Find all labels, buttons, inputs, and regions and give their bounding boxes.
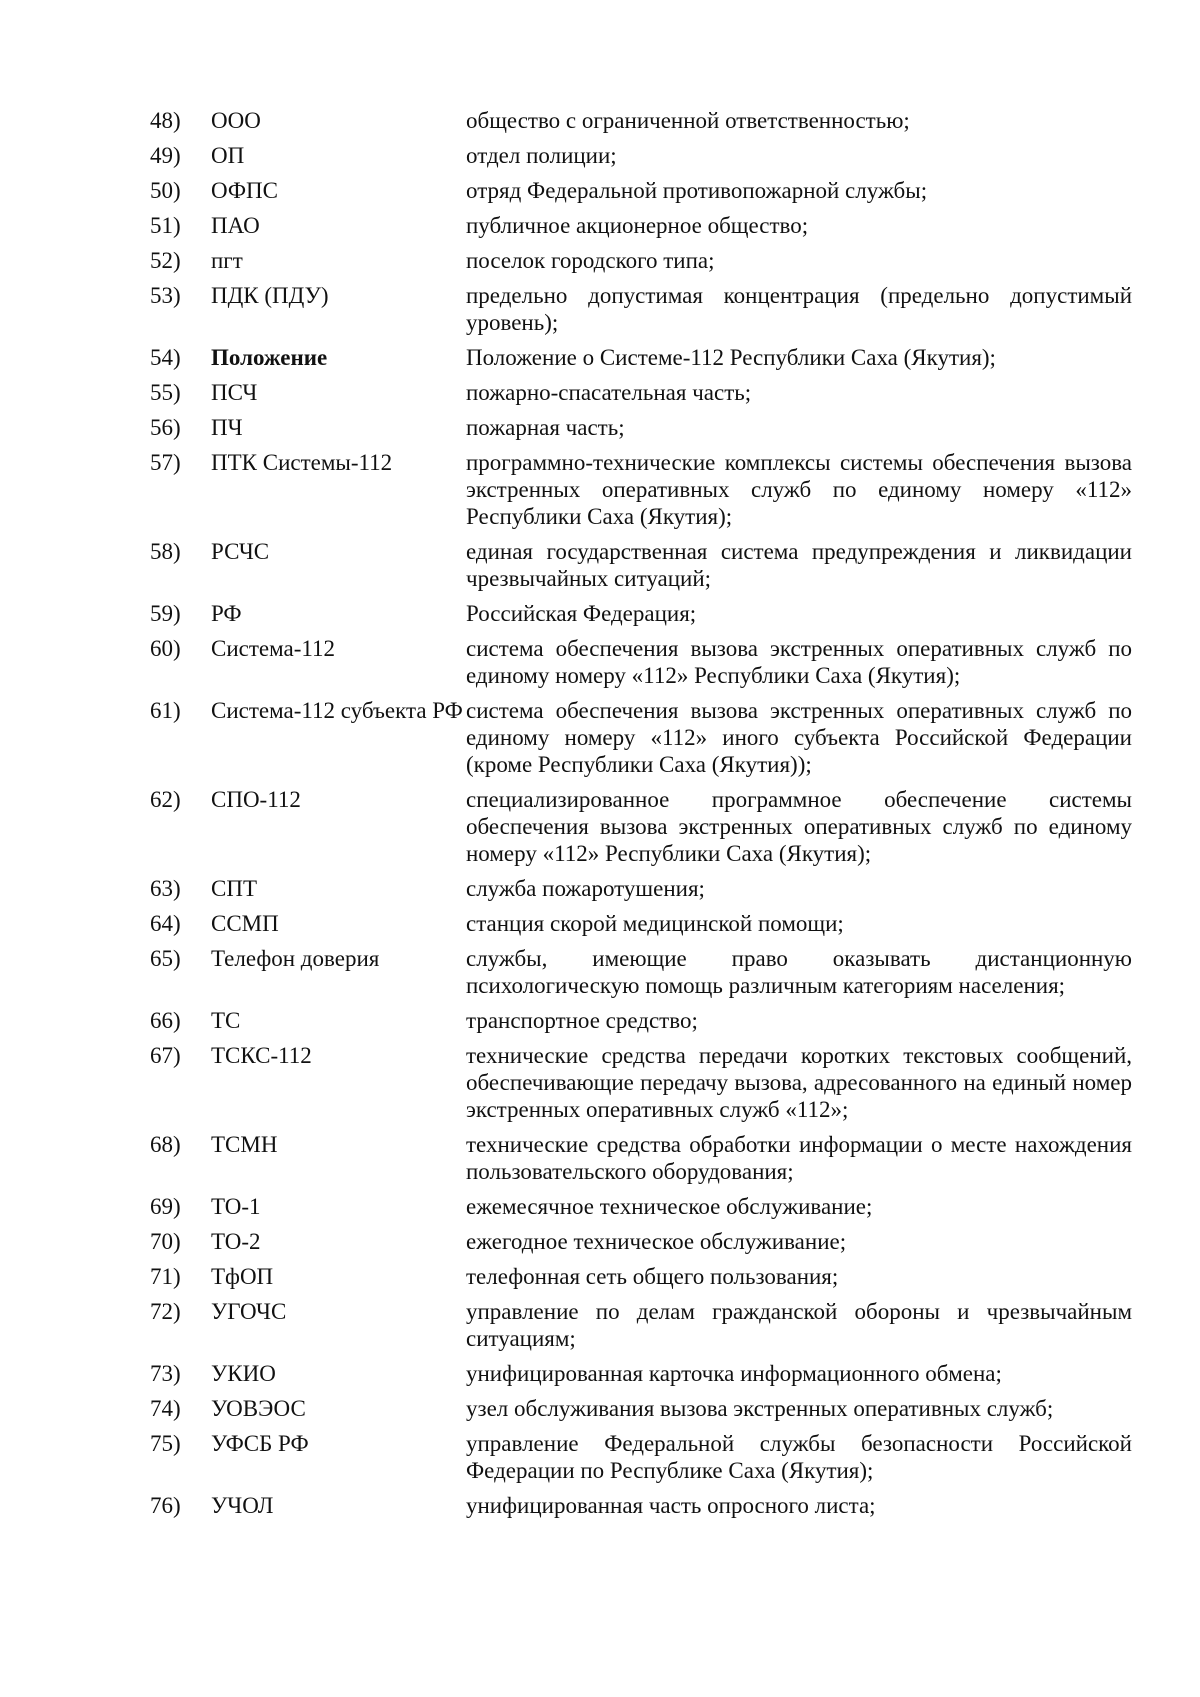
abbreviation-row — [150, 786, 1140, 867]
abbreviation-row — [150, 875, 1140, 902]
abbreviation-row — [150, 282, 1140, 336]
abbreviation-term: ОФПС — [211, 178, 279, 203]
abbreviation-definition: ежемесячное техническое обслуживание; — [466, 1194, 873, 1219]
abbreviation-definition: станция скорой медицинской помощи; — [466, 911, 844, 936]
abbreviation-definition: технические средства обработки информации о месте нахождения пользовательского оборудования; — [466, 1132, 1132, 1184]
abbreviation-row — [150, 414, 1140, 441]
abbreviation-row — [150, 1492, 1140, 1519]
entry-number: 48) — [150, 108, 181, 133]
abbreviation-term: ССМП — [211, 911, 279, 936]
abbreviation-row — [150, 142, 1140, 169]
abbreviation-term: УОВЭОС — [211, 1396, 306, 1421]
entry-number: 63) — [150, 876, 181, 901]
abbreviation-term: РСЧС — [211, 539, 270, 564]
abbreviation-term: ПСЧ — [211, 380, 258, 405]
abbreviation-term: ОП — [211, 143, 245, 168]
abbreviation-term: ПЧ — [211, 415, 243, 440]
entry-number: 75) — [150, 1431, 181, 1456]
abbreviation-term: УФСБ РФ — [211, 1431, 309, 1456]
entry-number: 49) — [150, 143, 181, 168]
abbreviation-term: СПТ — [211, 876, 257, 901]
abbreviation-row — [150, 945, 1140, 999]
abbreviation-term: РФ — [211, 601, 242, 626]
abbreviation-row — [150, 212, 1140, 239]
abbreviation-definition: программно-технические комплексы системы обеспечения вызова экстренных оперативных служб по единому номеру «112» Республики Саха (Якутия); — [466, 450, 1132, 529]
abbreviation-definition: ежегодное техническое обслуживание; — [466, 1229, 847, 1254]
entry-number: 57) — [150, 450, 181, 475]
abbreviation-row — [150, 910, 1140, 937]
abbreviation-definition: унифицированная карточка информационного обмена; — [466, 1361, 1002, 1386]
abbreviation-definition: Российская Федерация; — [466, 601, 697, 626]
entry-number: 67) — [150, 1043, 181, 1068]
abbreviation-row — [150, 1131, 1140, 1185]
abbreviation-term: УКИО — [211, 1361, 276, 1386]
abbreviation-term: ПАО — [211, 213, 260, 238]
entry-number: 64) — [150, 911, 181, 936]
abbreviation-definition: предельно допустимая концентрация (предельно допустимый уровень); — [466, 283, 1132, 335]
abbreviation-definition: телефонная сеть общего пользования; — [466, 1264, 839, 1289]
entry-number: 65) — [150, 946, 181, 971]
entry-number: 51) — [150, 213, 181, 238]
abbreviation-row — [150, 1298, 1140, 1352]
abbreviation-row — [150, 600, 1140, 627]
entry-number: 69) — [150, 1194, 181, 1219]
abbreviation-row — [150, 1395, 1140, 1422]
entry-number: 58) — [150, 539, 181, 564]
abbreviation-row — [150, 344, 1140, 371]
abbreviation-term: ТСКС-112 — [211, 1043, 312, 1068]
abbreviation-definition: единая государственная система предупреждения и ликвидации чрезвычайных ситуаций; — [466, 539, 1132, 591]
abbreviation-term: ПТК Системы-112 — [211, 450, 393, 475]
abbreviation-definition: транспортное средство; — [466, 1008, 698, 1033]
abbreviation-term: Система-112 субъекта РФ — [211, 698, 463, 723]
abbreviation-row — [150, 449, 1140, 530]
abbreviation-term: Положение — [211, 345, 328, 370]
abbreviation-row — [150, 1360, 1140, 1387]
abbreviation-term: Телефон доверия — [211, 946, 380, 971]
abbreviation-definition: служба пожаротушения; — [466, 876, 705, 901]
abbreviation-definition: отряд Федеральной противопожарной службы; — [466, 178, 928, 203]
abbreviation-definition: Положение о Системе-112 Республики Саха (Якутия); — [466, 345, 996, 370]
abbreviation-term: ООО — [211, 108, 261, 133]
abbreviation-definition: система обеспечения вызова экстренных оперативных служб по единому номеру «112» иного субъекта Российской Федерации (кроме Республики Саха (Якутия)); — [466, 698, 1132, 777]
abbreviation-definition: пожарно-спасательная часть; — [466, 380, 752, 405]
entry-number: 62) — [150, 787, 181, 812]
abbreviation-row — [150, 1430, 1140, 1484]
abbreviation-term: УЧОЛ — [211, 1493, 274, 1518]
abbreviation-definition: управление по делам гражданской обороны и чрезвычайным ситуациям; — [466, 1299, 1132, 1351]
entry-number: 72) — [150, 1299, 181, 1324]
entry-number: 70) — [150, 1229, 181, 1254]
abbreviation-definition: специализированное программное обеспечение системы обеспечения вызова экстренных оперативных служб по единому номеру «112» Республики Саха (Якутия); — [466, 787, 1132, 866]
abbreviation-row — [150, 1007, 1140, 1034]
abbreviation-term: ТО-2 — [211, 1229, 261, 1254]
abbreviation-definition: управление Федеральной службы безопасности Российской Федерации по Республике Саха (Якутия); — [466, 1431, 1132, 1483]
abbreviation-row — [150, 635, 1140, 689]
abbreviation-term: ПДК (ПДУ) — [211, 283, 329, 308]
entry-number: 55) — [150, 380, 181, 405]
entry-number: 59) — [150, 601, 181, 626]
abbreviation-term: УГОЧС — [211, 1299, 287, 1324]
abbreviation-definition: технические средства передачи коротких текстовых сообщений, обеспечивающие передачу вызова, адресованного на единый номер экстренных оперативных служб «112»; — [466, 1043, 1132, 1122]
entry-number: 74) — [150, 1396, 181, 1421]
abbreviation-term: пгт — [211, 248, 243, 273]
abbreviation-row — [150, 247, 1140, 274]
abbreviation-definition: пожарная часть; — [466, 415, 625, 440]
abbreviation-row — [150, 177, 1140, 204]
abbreviation-definition: поселок городского типа; — [466, 248, 715, 273]
entry-number: 71) — [150, 1264, 181, 1289]
entry-number: 52) — [150, 248, 181, 273]
abbreviation-definition: общество с ограниченной ответственностью; — [466, 108, 910, 133]
entry-number: 66) — [150, 1008, 181, 1033]
entry-number: 61) — [150, 698, 181, 723]
abbreviation-definition: система обеспечения вызова экстренных оперативных служб по единому номеру «112» Республики Саха (Якутия); — [466, 636, 1132, 688]
entry-number: 50) — [150, 178, 181, 203]
abbreviations-list — [150, 107, 1140, 1527]
abbreviation-term: ТС — [211, 1008, 241, 1033]
abbreviation-definition: службы, имеющие право оказывать дистанционную психологическую помощь различным категориям населения; — [466, 946, 1132, 998]
abbreviation-term: ТфОП — [211, 1264, 274, 1289]
abbreviation-term: Система-112 — [211, 636, 336, 661]
entry-number: 56) — [150, 415, 181, 440]
abbreviation-row — [150, 538, 1140, 592]
abbreviation-definition: публичное акционерное общество; — [466, 213, 809, 238]
abbreviation-row — [150, 1228, 1140, 1255]
abbreviation-term: ТО-1 — [211, 1194, 261, 1219]
abbreviation-term: ТСМН — [211, 1132, 278, 1157]
abbreviation-row — [150, 697, 1140, 778]
entry-number: 73) — [150, 1361, 181, 1386]
abbreviation-row — [150, 379, 1140, 406]
entry-number: 76) — [150, 1493, 181, 1518]
entry-number: 53) — [150, 283, 181, 308]
abbreviation-row — [150, 1042, 1140, 1123]
abbreviation-definition: унифицированная часть опросного листа; — [466, 1493, 876, 1518]
abbreviation-row — [150, 1263, 1140, 1290]
abbreviation-row — [150, 1193, 1140, 1220]
entry-number: 68) — [150, 1132, 181, 1157]
abbreviation-definition: узел обслуживания вызова экстренных оперативных служб; — [466, 1396, 1054, 1421]
abbreviation-definition: отдел полиции; — [466, 143, 617, 168]
abbreviation-term: СПО-112 — [211, 787, 301, 812]
abbreviation-row — [150, 107, 1140, 134]
entry-number: 60) — [150, 636, 181, 661]
entry-number: 54) — [150, 345, 181, 370]
